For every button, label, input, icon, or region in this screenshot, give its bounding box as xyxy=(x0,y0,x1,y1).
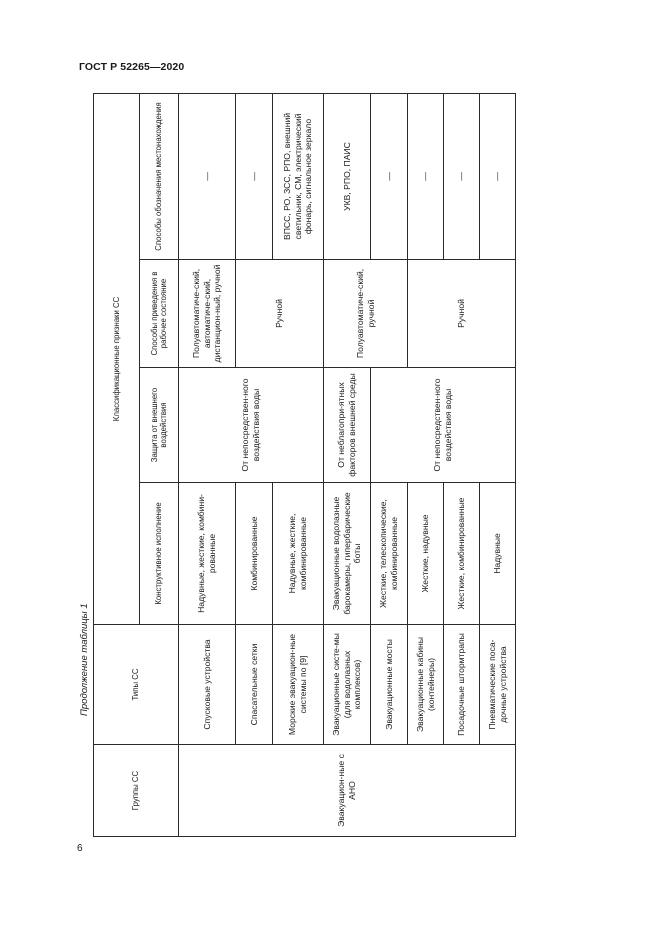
activation-cell: Ручной xyxy=(408,260,516,368)
location-cell: УКВ, РПО, ПАИС xyxy=(324,93,371,259)
header-construction: Конструктивное исполнение xyxy=(140,483,179,625)
type-cell: Спасательные сетки xyxy=(236,625,273,745)
protection-cell: От непосредствен-ного воздействия воды xyxy=(179,368,324,483)
type-cell: Пневматические поса-дочные устройства xyxy=(480,625,516,745)
header-protection: Защита от внешнего воздействия xyxy=(140,368,179,483)
page-number: 6 xyxy=(77,843,83,854)
construction-cell: Надувные, жесткие, комбини-рованные xyxy=(179,483,236,625)
table-row xyxy=(324,93,371,836)
document-header: ГОСТ Р 52265—2020 xyxy=(79,61,185,73)
type-cell: Эвакуационные кабины (контейнеры) xyxy=(408,625,444,745)
location-cell: — xyxy=(236,93,273,259)
location-cell: — xyxy=(408,93,444,259)
type-cell: Морские эвакуацион-ные системы по [9] xyxy=(273,625,324,745)
type-cell: Спусковые устройства xyxy=(179,625,236,745)
location-cell: — xyxy=(371,93,408,259)
type-cell: Эвакуационные систе-мы (для водолазных комплексов) xyxy=(324,625,371,745)
table-row xyxy=(371,93,408,836)
table-caption: Продолжение таблицы 1 xyxy=(79,603,90,716)
protection-cell: От непосредствен-ного воздействия воды xyxy=(371,368,516,483)
type-cell: Посадочные штормтрапы xyxy=(444,625,480,745)
location-cell: — xyxy=(480,93,516,259)
construction-cell: Надувные xyxy=(480,483,516,625)
construction-cell: Жесткие, телескопические, комбинированные xyxy=(371,483,408,625)
location-cell: — xyxy=(444,93,480,259)
construction-cell: Жесткие, комбинированные xyxy=(444,483,480,625)
classification-table xyxy=(93,94,508,837)
location-cell: — xyxy=(179,93,236,259)
header-activation: Способы приведения в рабочее состояние xyxy=(140,260,179,368)
header-type: Типы СС xyxy=(94,625,179,745)
header-location: Способы обозначения местонахождения xyxy=(140,93,179,259)
group-cell: Эвакуацион-ные с АНО xyxy=(179,745,516,837)
activation-cell: Полуавтоматиче-ский, автоматиче-ский, дистанцион-ный, ручной xyxy=(179,260,236,368)
construction-cell: Надувные, жесткие, комбинированные xyxy=(273,483,324,625)
construction-cell: Комбинированные xyxy=(236,483,273,625)
activation-cell: Ручной xyxy=(236,260,324,368)
header-group: Группы СС xyxy=(94,745,179,837)
table-row xyxy=(179,93,236,836)
protection-cell: От неблагопри-ятных факторов внешней среды xyxy=(324,368,371,483)
type-cell: Эвакуационные мосты xyxy=(371,625,408,745)
location-cell: ВПСС, РО, ЗСС, РПО, внешний светильник, СМ, электрический фонарь, сигнальное зеркало xyxy=(273,93,324,259)
header-classification: Классификационные признаки СС xyxy=(94,93,140,624)
construction-cell: Эвакуационные водолазные барокамеры, гипербарические боты xyxy=(324,483,371,625)
construction-cell: Жесткие, надувные xyxy=(408,483,444,625)
activation-cell: Полуавтоматиче-ский, ручной xyxy=(324,260,408,368)
